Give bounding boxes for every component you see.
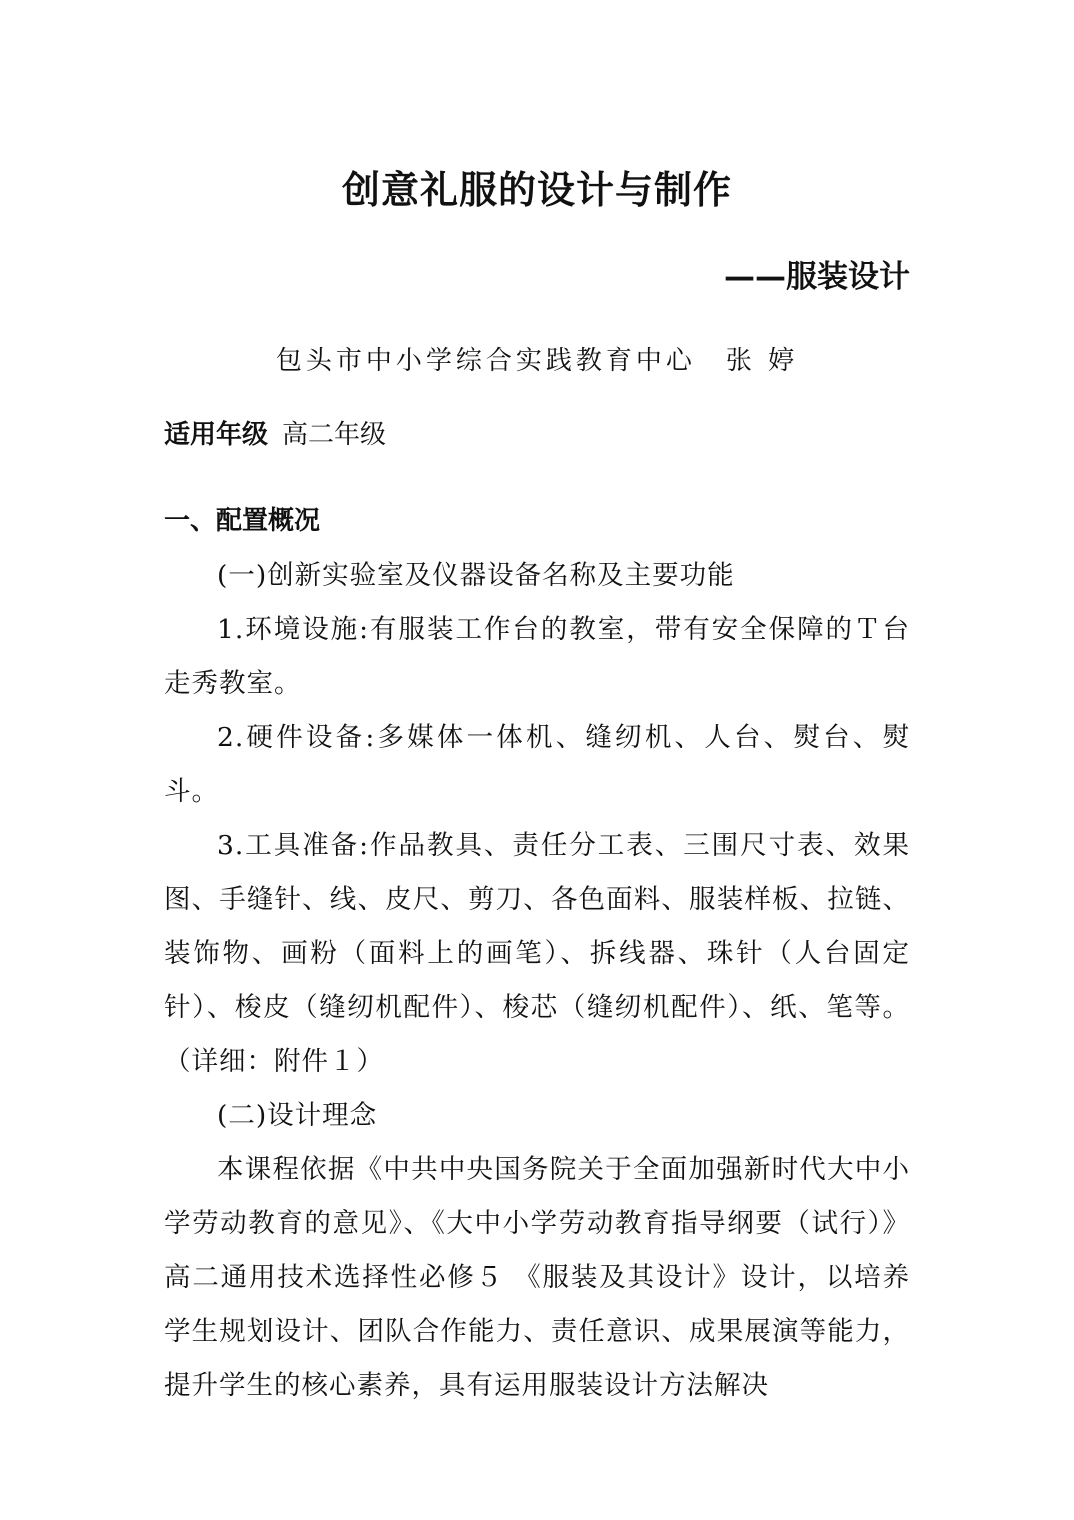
paragraph-hardware: 2.硬件设备:多媒体一体机、缝纫机、人台、熨台、熨斗。 [164,722,910,807]
section-heading: 一、配置概况 [164,506,321,536]
paragraph-environment: 1.环境设施:有服装工作台的教室，带有安全保障的Ｔ台走秀教室。 [164,614,910,699]
subsection-heading-1: (一)创新实验室及仪器设备名称及主要功能 [217,560,735,591]
grade-value: 高二年级 [282,420,387,450]
document-subtitle: ——服装设计 [724,259,910,295]
subsection-heading-2: (二)设计理念 [217,1100,378,1131]
paragraph-design-concept: 本课程依据《中共中央国务院关于全面加强新时代大中小学劳动教育的意见》、《大中小学劳动教育指导纲要（试行）》高二通用技术选择性必修５ 《服装及其设计》设计，以培养学生规划设计、团队合作能力、责任意识、成果展演等能力，提升学生的核心素养，具有运用服装设计方法解决 [164,1154,910,1401]
grade-line [164,410,386,460]
document-title: 创意礼服的设计与制作 [341,168,732,212]
paragraph-tools: 3.工具准备:作品教具、责任分工表、三围尺寸表、效果图、手缝针、线、皮尺、剪刀、各色面料、服装样板、拉链、装饰物、画粉（面料上的画笔）、拆线器、珠针（人台固定针）、梭皮（缝纫机配件）、梭芯（缝纫机配件）、纸、笔等。（详细：附件１） [164,830,910,1077]
grade-label: 适用年级 [164,420,269,450]
document-body [164,549,910,1413]
author-line: 包头市中小学综合实践教育中心 张 婷 [275,346,799,376]
